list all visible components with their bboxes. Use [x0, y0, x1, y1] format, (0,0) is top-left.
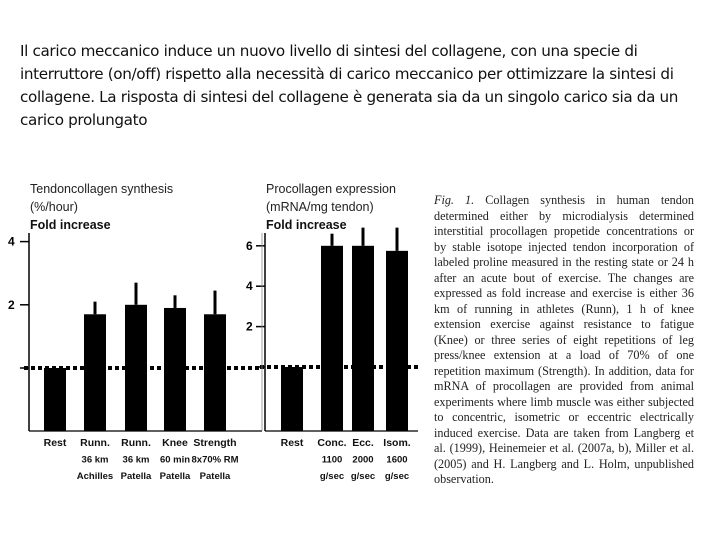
tendon-collagen-synthesis-chart: [8, 182, 262, 482]
y-tick-label: 4: [246, 279, 253, 294]
x-category-label: g/sec: [319, 471, 345, 482]
bar: [281, 367, 303, 431]
x-category-label: Runn.: [80, 437, 110, 449]
x-category-label: Patella: [120, 471, 152, 482]
y-tick-label: 4: [8, 234, 15, 249]
chart-title-line: (mRNA/mg tendon): [266, 200, 374, 214]
y-axis-label: Fold increase: [266, 218, 347, 232]
x-category-label: Rest: [43, 437, 67, 449]
x-category-label: Isom.: [383, 437, 411, 449]
x-category-label: Rest: [280, 437, 304, 449]
y-axis-label: Fold increase: [30, 218, 111, 232]
x-category-label: Strength: [193, 437, 237, 449]
x-category-label: 36 km: [81, 454, 109, 466]
chart-title-line: Tendoncollagen synthesis: [30, 182, 174, 196]
x-category-label: 1100: [321, 454, 343, 466]
x-category-label: Knee: [162, 437, 188, 449]
figure-caption: [434, 193, 694, 488]
caption-text: Collagen synthesis in human tendon determined either by microdialysis determined interstitial procollagen propetide concentrations or by stable isotope injected tendon incorporation of labeled proline measured in the resting state or 24 h after an acute bout of exercise. The changes are expressed as fold increase and exercise is either 36 km of running in athletes (Runn), 1 h of knee extension exercise against resistance to fatigue (Knee) or three series of eight repetitions of leg press/knee extension at a load of 70% of one repetition maximum (Strength). In addition, data for mRNA of procollagen are provided from animal experiments where limb muscle was either subjected to concentric, isometric or eccentric electrically induced exercise. Data are taken from Langberg et al. (1999), Heinemeier et al. (2007a, b), Miller et al. (2005) and H. Langberg and L. Holm, unpublished observation.: [434, 193, 694, 486]
figure-label: Fig. 1.: [434, 193, 475, 207]
x-category-label: Conc.: [317, 437, 347, 449]
y-tick-label: 2: [246, 319, 253, 334]
x-category-label: 1600: [386, 454, 408, 466]
x-category-label: Runn.: [121, 437, 151, 449]
x-category-label: g/sec: [350, 471, 376, 482]
bar: [352, 246, 374, 431]
x-category-label: Patella: [199, 471, 231, 482]
x-category-label: 2000: [352, 454, 374, 466]
chart-title-line: Procollagen expression: [266, 182, 396, 196]
bar: [84, 314, 106, 431]
y-tick-label: 6: [246, 238, 253, 253]
intro-paragraph: Il carico meccanico induce un nuovo livello di sintesi del collagene, con una specie di interruttore (on/off) rispetto alla necessità di carico meccanico per ottimizzare la sintesi di collagene. La risposta di sintesi del collagene è generata sia da un singolo carico sia da un carico prolungato: [20, 42, 679, 129]
bar: [386, 251, 408, 431]
collagen-figure: [0, 175, 430, 495]
x-category-label: Ecc.: [352, 437, 374, 449]
x-category-label: g/sec: [384, 471, 410, 482]
chart-title-line: (%/hour): [30, 200, 78, 214]
y-tick-label: 2: [8, 297, 15, 312]
bar: [321, 246, 343, 431]
procollagen-expression-chart: [246, 182, 418, 482]
x-category-label: Achilles: [76, 471, 114, 482]
x-category-label: 8x70% RM: [191, 454, 239, 466]
bar: [44, 368, 66, 431]
x-category-label: Patella: [159, 471, 191, 482]
x-category-label: 36 km: [122, 454, 150, 466]
bar: [204, 314, 226, 431]
x-category-label: 60 min: [159, 454, 191, 466]
